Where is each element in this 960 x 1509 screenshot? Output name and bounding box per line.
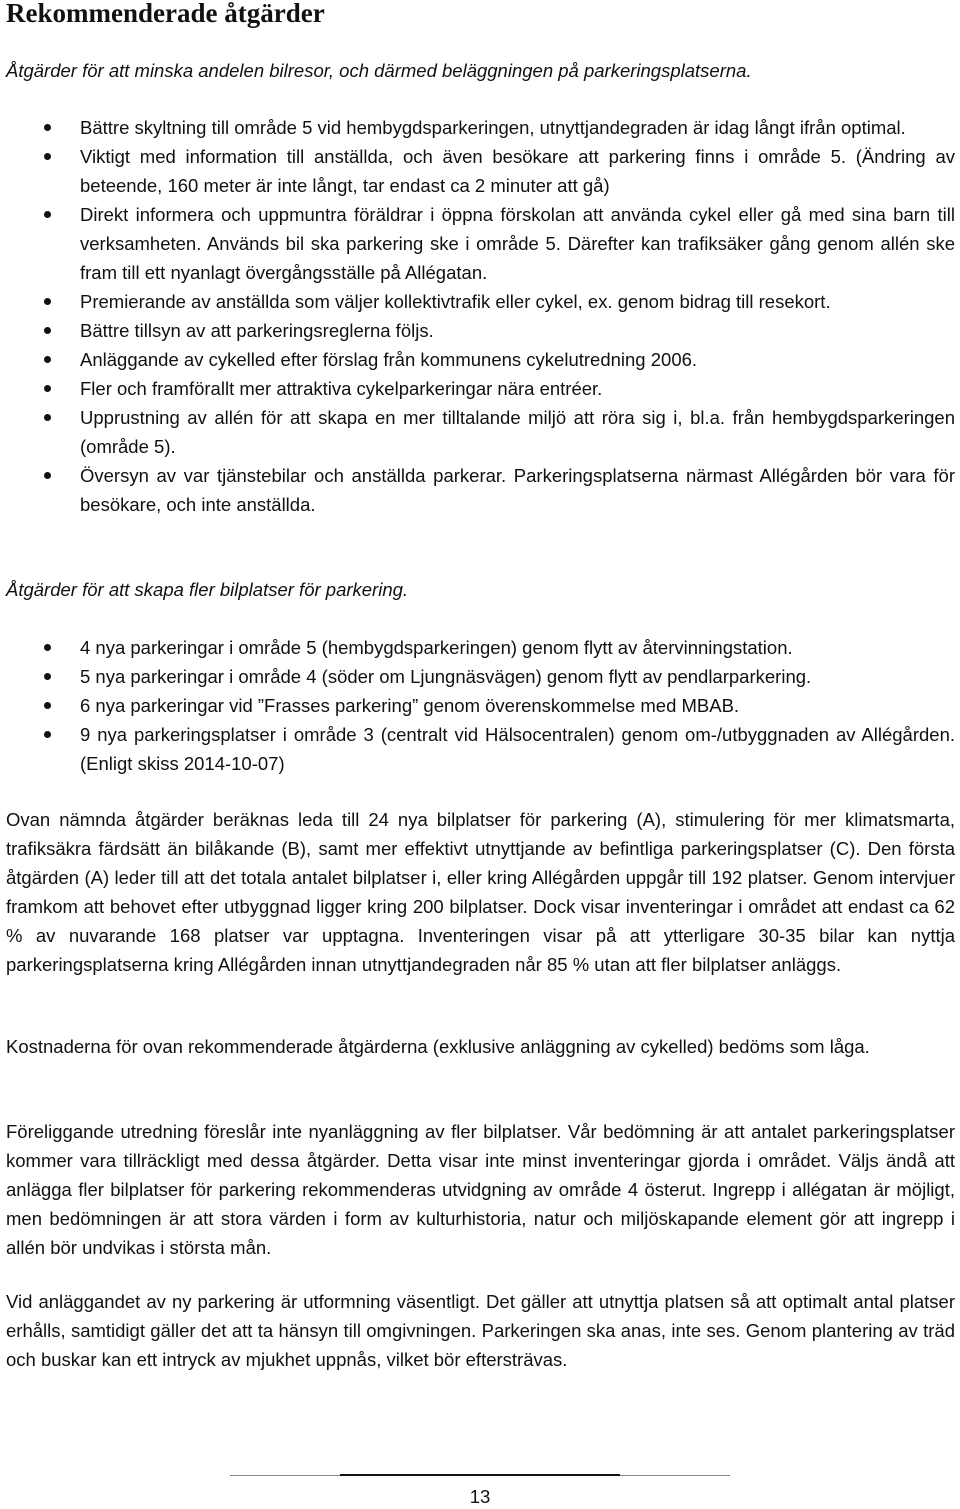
section-heading-reduce-car-trips: Åtgärder för att minska andelen bilresor, och därmed beläggningen på parkeringsplatserna. [6, 60, 752, 81]
footer-divider-accent [340, 1474, 620, 1476]
list-item: Premierande av anställda som väljer kollektivtrafik eller cykel, ex. genom bidrag till resekort. [0, 287, 955, 316]
list-item: Anläggande av cykelled efter förslag från kommunens cykelutredning 2006. [0, 345, 955, 374]
list-item: Bättre tillsyn av att parkeringsreglerna följs. [0, 316, 955, 345]
list-item: Direkt informera och uppmuntra föräldrar i öppna förskolan att använda cykel eller gå med sina barn till verksamheten. Används bil ska parkering ske i område 5. Därefter kan trafiksäker gång genom allén ske fram till ett nyanlagt övergångsställe på Allégatan. [0, 200, 955, 287]
list-item: 4 nya parkeringar i område 5 (hembygdsparkeringen) genom flytt av återvinningstation. [0, 633, 955, 662]
list-item: Fler och framförallt mer attraktiva cykelparkeringar nära entréer. [0, 374, 955, 403]
bullet-list-more-parking [0, 633, 955, 778]
section-heading-more-parking: Åtgärder för att skapa fler bilplatser för parkering. [6, 579, 409, 600]
page-number: 13 [469, 1486, 491, 1507]
list-item: Upprustning av allén för att skapa en mer tilltalande miljö att röra sig i, bl.a. från hembygdsparkeringen (område 5). [0, 403, 955, 461]
list-item: Viktigt med information till anställda, och även besökare att parkering finns i område 5. (Ändring av beteende, 160 meter är inte långt, tar endast ca 2 minuter att gå) [0, 142, 955, 200]
list-item: 5 nya parkeringar i område 4 (söder om Ljungnäsvägen) genom flytt av pendlarparkering. [0, 662, 955, 691]
list-item: 6 nya parkeringar vid ”Frasses parkering” genom överenskommelse med MBAB. [0, 691, 955, 720]
paragraph-design: Vid anläggandet av ny parkering är utformning väsentligt. Det gäller att utnyttja platsen så att optimalt antal platser erhålls, samtidigt gäller det att ta hänsyn till omgivningen. Parkeringen ska anas, inte ses. Genom plantering av träd och buskar kan ett intryck av mjukhet uppnås, vilket bör eftersträvas. [6, 1291, 955, 1370]
bullet-list-reduce-car-trips [0, 113, 955, 519]
paragraph-recommendation: Föreliggande utredning föreslår inte nyanläggning av fler bilplatser. Vår bedömning är att antalet parkeringsplatser kommer vara tillräckligt med dessa åtgärder. Detta visar inte minst inventeringar gjorda i området. Väljs ändå att anlägga fler bilplatser för parkering rekommenderas utvidgning av område 4 österut. Ingrepp i allégatan är möjligt, men bedömningen är att stora värden i form av kulturhistoria, natur och miljöskapande element gör att ingrepp i allén bör undvikas i största mån. [6, 1121, 955, 1258]
page-title: Rekommenderade åtgärder [6, 0, 325, 28]
paragraph-summary: Ovan nämnda åtgärder beräknas leda till 24 nya bilplatser för parkering (A), stimulering för mer klimatsmarta, trafiksäkra färdsätt än bilåkande (B), samt mer effektivt utnyttjande av befintliga parkeringsplatser (C). Den första åtgärden (A) leder till att det totala antalet bilplatser i, eller kring Allégården uppgår till 192 platser. Genom intervjuer framkom att behovet efter utbyggnad ligger kring 200 bilplatser. Dock visar inventeringar i området att endast ca 62 % av nuvarande 168 platser var upptagna. Inventeringen visar på att ytterligare 30-35 bilar kan nyttja parkeringsplatserna kring Allégården innan utnyttjandegraden når 85 % utan att fler bilplatser anläggs. [6, 809, 955, 975]
list-item: 9 nya parkeringsplatser i område 3 (centralt vid Hälsocentralen) genom om-/utbyggnaden av Allégården. (Enligt skiss 2014-10-07) [0, 720, 955, 778]
list-item: Översyn av var tjänstebilar och anställda parkerar. Parkeringsplatserna närmast Allégården bör vara för besökare, och inte anställda. [0, 461, 955, 519]
list-item: Bättre skyltning till område 5 vid hembygdsparkeringen, utnyttjandegraden är idag långt ifrån optimal. [0, 113, 955, 142]
paragraph-costs: Kostnaderna för ovan rekommenderade åtgärderna (exklusive anläggning av cykelled) bedöms som låga. [6, 1036, 870, 1057]
